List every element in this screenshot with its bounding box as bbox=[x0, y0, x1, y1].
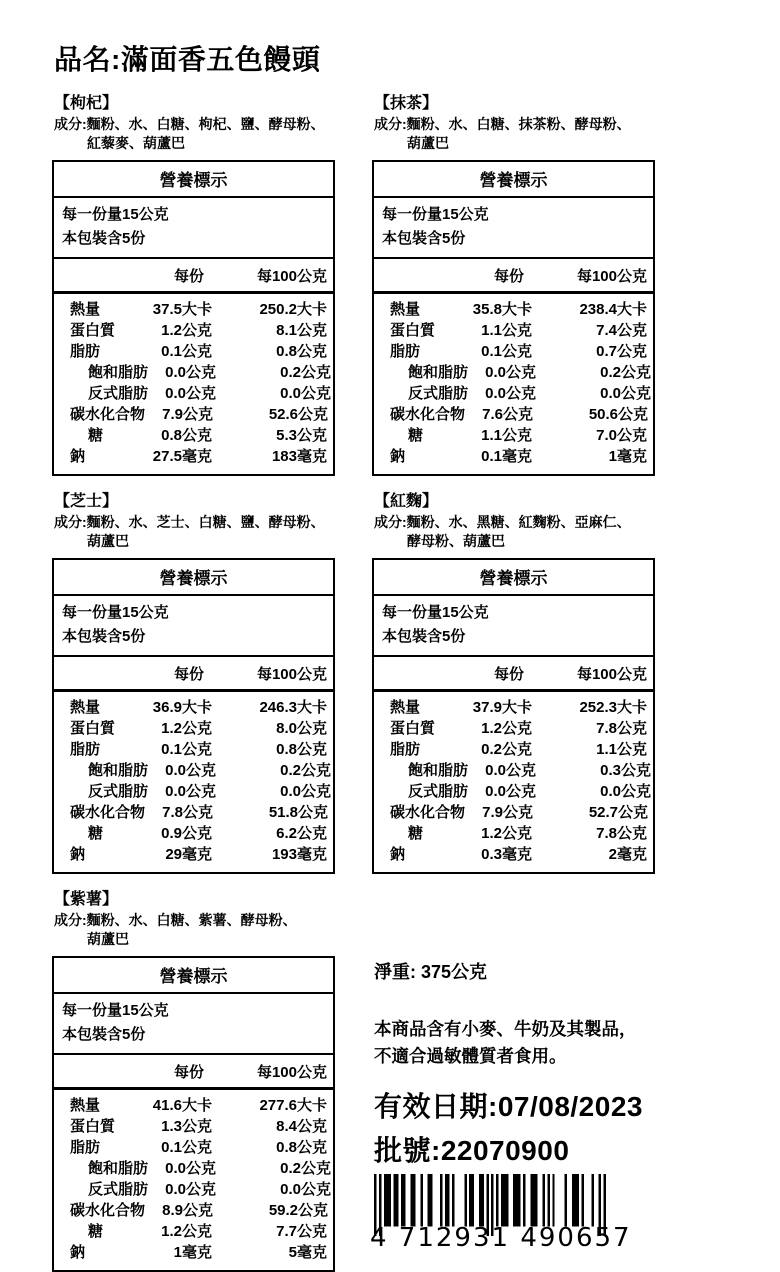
nutrient-row bbox=[54, 1242, 333, 1263]
nutrient-value-per-100g: 1.1公克 bbox=[596, 741, 647, 758]
nutrition-table-title: 營養標示 bbox=[374, 162, 653, 198]
nutrient-row bbox=[54, 320, 333, 341]
nutrition-table-title: 營養標示 bbox=[54, 958, 333, 994]
column-header-row bbox=[54, 657, 333, 692]
nutrient-value-per-serving: 0.0公克 bbox=[165, 364, 217, 381]
nutrient-row bbox=[54, 404, 333, 425]
nutrient-value-per-100g: 5毫克 bbox=[288, 1244, 327, 1261]
nutrient-value-per-serving: 0.1公克 bbox=[161, 741, 212, 758]
nutrient-label: 蛋白質 bbox=[70, 322, 116, 339]
nutrient-row bbox=[374, 823, 653, 844]
serving-size-line: 每一份量15公克 bbox=[382, 206, 489, 223]
nutrient-value-per-serving: 1.2公克 bbox=[161, 322, 212, 339]
nutrient-row bbox=[54, 760, 333, 781]
nutrient-label: 鈉 bbox=[70, 1244, 86, 1261]
nutrient-value-per-serving: 0.1毫克 bbox=[481, 448, 532, 465]
nutrient-row bbox=[54, 1116, 333, 1137]
nutrient-value-per-serving: 37.5大卡 bbox=[152, 301, 212, 318]
nutrient-label: 飽和脂肪 bbox=[88, 762, 149, 779]
nutrient-value-per-100g: 7.8公克 bbox=[596, 825, 647, 842]
nutrient-label: 碳水化合物 bbox=[390, 804, 466, 821]
nutrient-value-per-serving: 0.3毫克 bbox=[481, 846, 532, 863]
nutrient-label: 鈉 bbox=[390, 448, 406, 465]
nutrient-label: 脂肪 bbox=[390, 741, 421, 758]
ingredients-line-1: 成分:麵粉、水、白糖、抹茶粉、酵母粉、 bbox=[374, 116, 631, 132]
flavor-section bbox=[372, 488, 655, 874]
servings-per-pack-line: 本包裝含5份 bbox=[62, 1026, 146, 1043]
nutrient-value-per-100g: 193毫克 bbox=[271, 846, 327, 863]
nutrient-value-per-serving: 0.2公克 bbox=[481, 741, 532, 758]
nutrient-value-per-serving: 0.0公克 bbox=[485, 364, 537, 381]
nutrient-value-per-serving: 1.2公克 bbox=[481, 720, 532, 737]
ingredients-line-2: 酵母粉、葫蘆巴 bbox=[407, 533, 505, 549]
allergen-line-1: 本商品含有小麥、牛奶及其製品， bbox=[374, 1019, 637, 1039]
nutrient-label: 飽和脂肪 bbox=[88, 364, 149, 381]
nutrient-value-per-100g: 0.0公克 bbox=[280, 783, 332, 800]
nutrient-value-per-serving: 7.9公克 bbox=[482, 804, 534, 821]
column-header-per-serving: 每份 bbox=[173, 666, 204, 683]
nutrient-label: 飽和脂肪 bbox=[88, 1160, 149, 1177]
barcode bbox=[370, 1174, 632, 1253]
batch-number: 批號:22070900 bbox=[374, 1135, 570, 1166]
column-header-spacer bbox=[54, 265, 136, 286]
nutrient-value-per-100g: 0.0公克 bbox=[600, 385, 652, 402]
nutrient-rows bbox=[54, 1090, 333, 1270]
ingredients bbox=[54, 911, 335, 949]
nutrient-value-per-serving: 8.9公克 bbox=[162, 1202, 214, 1219]
nutrient-value-per-100g: 5.3公克 bbox=[276, 427, 327, 444]
nutrient-row bbox=[54, 362, 333, 383]
nutrient-row bbox=[54, 1095, 333, 1116]
nutrient-value-per-serving: 35.8大卡 bbox=[472, 301, 532, 318]
nutrient-row bbox=[374, 425, 653, 446]
nutrient-value-per-100g: 0.3公克 bbox=[600, 762, 652, 779]
column-header-row bbox=[374, 657, 653, 692]
nutrient-label: 鈉 bbox=[70, 448, 86, 465]
nutrient-value-per-serving: 0.0公克 bbox=[165, 1181, 217, 1198]
nutrient-value-per-serving: 41.6大卡 bbox=[152, 1097, 212, 1114]
nutrient-value-per-100g: 277.6大卡 bbox=[259, 1097, 327, 1114]
nutrient-value-per-100g: 0.2公克 bbox=[600, 364, 652, 381]
nutrient-value-per-serving: 29毫克 bbox=[165, 846, 212, 863]
allergen-line-2: 不適合過敏體質者食用。 bbox=[374, 1046, 567, 1066]
nutrient-value-per-100g: 250.2大卡 bbox=[259, 301, 327, 318]
serving-info bbox=[374, 596, 653, 657]
nutrient-value-per-serving: 27.5毫克 bbox=[152, 448, 212, 465]
ingredients-line-2: 葫蘆巴 bbox=[87, 533, 129, 549]
column-header-per-serving: 每份 bbox=[173, 1064, 204, 1081]
nutrient-row bbox=[374, 760, 653, 781]
column-header-per-100g: 每100公克 bbox=[256, 666, 327, 683]
net-weight: 淨重: 375公克 bbox=[374, 962, 488, 982]
nutrient-rows bbox=[54, 294, 333, 474]
nutrient-value-per-100g: 8.1公克 bbox=[276, 322, 327, 339]
nutrient-row bbox=[374, 362, 653, 383]
nutrient-value-per-100g: 0.8公克 bbox=[276, 343, 327, 360]
nutrient-value-per-100g: 0.2公克 bbox=[280, 762, 332, 779]
column-header-per-serving: 每份 bbox=[493, 666, 524, 683]
nutrient-row bbox=[374, 320, 653, 341]
nutrition-table-title: 營養標示 bbox=[54, 560, 333, 596]
nutrient-row bbox=[374, 802, 653, 823]
nutrition-table-title: 營養標示 bbox=[54, 162, 333, 198]
flavor-grid bbox=[52, 90, 780, 1272]
ingredients-line-2: 紅藜麥、葫蘆巴 bbox=[87, 135, 185, 151]
nutrient-label: 反式脂肪 bbox=[88, 783, 149, 800]
serving-info bbox=[54, 198, 333, 259]
nutrient-label: 脂肪 bbox=[70, 343, 101, 360]
nutrient-value-per-serving: 0.1公克 bbox=[161, 1139, 212, 1156]
column-header-per-100g: 每100公克 bbox=[576, 268, 647, 285]
nutrient-value-per-100g: 6.2公克 bbox=[276, 825, 327, 842]
nutrient-value-per-serving: 1.2公克 bbox=[481, 825, 532, 842]
nutrient-value-per-serving: 0.0公克 bbox=[165, 385, 217, 402]
nutrient-row bbox=[54, 383, 333, 404]
nutrient-row bbox=[374, 299, 653, 320]
ingredients-line-1: 成分:麵粉、水、芝士、白糖、鹽、酵母粉、 bbox=[54, 514, 325, 530]
page-title: 品名:滿面香五色饅頭 bbox=[54, 44, 321, 75]
nutrient-value-per-100g: 52.7公克 bbox=[588, 804, 649, 821]
nutrient-value-per-100g: 51.8公克 bbox=[268, 804, 329, 821]
nutrient-row bbox=[54, 1158, 333, 1179]
nutrient-value-per-serving: 0.0公克 bbox=[485, 762, 537, 779]
nutrient-label: 脂肪 bbox=[70, 1139, 101, 1156]
flavor-name: 【枸杞】 bbox=[54, 95, 119, 112]
flavor-section bbox=[52, 90, 335, 476]
column-header-spacer bbox=[374, 265, 456, 286]
nutrient-row bbox=[54, 1137, 333, 1158]
column-header-per-100g: 每100公克 bbox=[576, 666, 647, 683]
column-header-row bbox=[374, 259, 653, 294]
flavor-name: 【芝士】 bbox=[54, 493, 119, 510]
nutrient-row bbox=[54, 844, 333, 865]
barcode-digits: 4 712931 490657 bbox=[370, 1223, 632, 1253]
nutrient-row bbox=[374, 404, 653, 425]
nutrient-row bbox=[54, 1200, 333, 1221]
nutrient-label: 鈉 bbox=[390, 846, 406, 863]
nutrient-row bbox=[374, 697, 653, 718]
flavor-section bbox=[52, 886, 335, 1272]
flavor-section bbox=[372, 90, 655, 476]
serving-size-line: 每一份量15公克 bbox=[62, 1002, 169, 1019]
nutrient-label: 反式脂肪 bbox=[408, 385, 469, 402]
nutrient-row bbox=[374, 739, 653, 760]
nutrient-label: 蛋白質 bbox=[70, 720, 116, 737]
nutrient-label: 蛋白質 bbox=[70, 1118, 116, 1135]
nutrient-row bbox=[54, 823, 333, 844]
nutrient-row bbox=[374, 383, 653, 404]
nutrient-row bbox=[374, 718, 653, 739]
nutrient-row bbox=[54, 718, 333, 739]
nutrient-value-per-100g: 0.8公克 bbox=[276, 741, 327, 758]
servings-per-pack-line: 本包裝含5份 bbox=[62, 230, 146, 247]
nutrient-label: 碳水化合物 bbox=[70, 1202, 146, 1219]
nutrient-row bbox=[374, 446, 653, 467]
nutrient-value-per-serving: 1.3公克 bbox=[161, 1118, 212, 1135]
nutrient-value-per-serving: 37.9大卡 bbox=[472, 699, 532, 716]
nutrient-value-per-100g: 59.2公克 bbox=[268, 1202, 329, 1219]
nutrient-rows bbox=[374, 692, 653, 872]
allergen-notice bbox=[374, 1016, 655, 1070]
nutrient-row bbox=[54, 781, 333, 802]
nutrition-table-title: 營養標示 bbox=[374, 560, 653, 596]
nutrient-row bbox=[54, 341, 333, 362]
nutrient-value-per-100g: 7.4公克 bbox=[596, 322, 647, 339]
ingredients-line-2: 葫蘆巴 bbox=[87, 931, 129, 947]
flavor-name: 【紅麴】 bbox=[374, 493, 439, 510]
nutrient-label: 糖 bbox=[408, 427, 424, 444]
nutrient-value-per-100g: 0.0公克 bbox=[280, 385, 332, 402]
nutrient-label: 糖 bbox=[408, 825, 424, 842]
flavor-name: 【紫薯】 bbox=[54, 891, 119, 908]
nutrient-value-per-100g: 0.8公克 bbox=[276, 1139, 327, 1156]
nutrient-row bbox=[54, 739, 333, 760]
nutrient-row bbox=[54, 425, 333, 446]
nutrition-table bbox=[372, 558, 655, 874]
nutrient-value-per-100g: 0.0公克 bbox=[600, 783, 652, 800]
ingredients-line-2: 葫蘆巴 bbox=[407, 135, 449, 151]
ingredients bbox=[54, 513, 335, 551]
column-header-per-serving: 每份 bbox=[493, 268, 524, 285]
ingredients bbox=[54, 115, 335, 153]
nutrient-value-per-100g: 52.6公克 bbox=[268, 406, 329, 423]
nutrient-value-per-100g: 246.3大卡 bbox=[259, 699, 327, 716]
nutrient-value-per-100g: 2毫克 bbox=[608, 846, 647, 863]
nutrient-value-per-100g: 0.2公克 bbox=[280, 1160, 332, 1177]
nutrient-row bbox=[54, 1221, 333, 1242]
column-header-spacer bbox=[374, 663, 456, 684]
nutrient-value-per-serving: 1.1公克 bbox=[481, 322, 532, 339]
column-header-spacer bbox=[54, 1061, 136, 1082]
nutrient-label: 熱量 bbox=[390, 301, 421, 318]
nutrient-label: 蛋白質 bbox=[390, 322, 436, 339]
serving-info bbox=[374, 198, 653, 259]
nutrient-value-per-serving: 0.0公克 bbox=[165, 783, 217, 800]
column-header-per-serving: 每份 bbox=[173, 268, 204, 285]
nutrient-label: 反式脂肪 bbox=[408, 783, 469, 800]
nutrient-value-per-serving: 0.9公克 bbox=[161, 825, 212, 842]
flavor-name: 【抹茶】 bbox=[374, 95, 439, 112]
column-header-spacer bbox=[54, 663, 136, 684]
nutrient-label: 反式脂肪 bbox=[88, 1181, 149, 1198]
nutrient-label: 糖 bbox=[88, 427, 104, 444]
nutrient-value-per-serving: 0.0公克 bbox=[165, 762, 217, 779]
nutrient-label: 熱量 bbox=[70, 699, 101, 716]
column-header-row bbox=[54, 1055, 333, 1090]
nutrient-value-per-100g: 238.4大卡 bbox=[579, 301, 647, 318]
nutrient-label: 糖 bbox=[88, 1223, 104, 1240]
nutrient-label: 碳水化合物 bbox=[70, 804, 146, 821]
nutrient-value-per-serving: 1.2公克 bbox=[161, 1223, 212, 1240]
nutrient-label: 飽和脂肪 bbox=[408, 762, 469, 779]
nutrient-label: 脂肪 bbox=[70, 741, 101, 758]
nutrient-row bbox=[54, 802, 333, 823]
nutrient-label: 熱量 bbox=[390, 699, 421, 716]
column-header-per-100g: 每100公克 bbox=[256, 1064, 327, 1081]
nutrient-label: 糖 bbox=[88, 825, 104, 842]
nutrient-label: 熱量 bbox=[70, 301, 101, 318]
nutrient-value-per-serving: 7.8公克 bbox=[162, 804, 214, 821]
ingredients bbox=[374, 115, 655, 153]
nutrient-label: 脂肪 bbox=[390, 343, 421, 360]
nutrition-table bbox=[372, 160, 655, 476]
nutrient-value-per-100g: 8.0公克 bbox=[276, 720, 327, 737]
nutrient-value-per-serving: 1.1公克 bbox=[481, 427, 532, 444]
nutrient-value-per-100g: 183毫克 bbox=[271, 448, 327, 465]
servings-per-pack-line: 本包裝含5份 bbox=[382, 628, 466, 645]
ingredients bbox=[374, 513, 655, 551]
serving-info bbox=[54, 994, 333, 1055]
nutrient-label: 碳水化合物 bbox=[390, 406, 466, 423]
nutrient-value-per-100g: 7.0公克 bbox=[596, 427, 647, 444]
serving-size-line: 每一份量15公克 bbox=[382, 604, 489, 621]
ingredients-line-1: 成分:麵粉、水、白糖、紫薯、酵母粉、 bbox=[54, 912, 297, 928]
nutrient-value-per-100g: 50.6公克 bbox=[588, 406, 649, 423]
nutrient-row bbox=[54, 697, 333, 718]
nutrient-value-per-serving: 0.0公克 bbox=[165, 1160, 217, 1177]
nutrient-label: 碳水化合物 bbox=[70, 406, 146, 423]
nutrient-value-per-100g: 252.3大卡 bbox=[579, 699, 647, 716]
nutrient-value-per-serving: 36.9大卡 bbox=[152, 699, 212, 716]
nutrient-row bbox=[54, 1179, 333, 1200]
flavor-section bbox=[52, 488, 335, 874]
nutrient-value-per-serving: 1.2公克 bbox=[161, 720, 212, 737]
serving-info bbox=[54, 596, 333, 657]
nutrient-value-per-serving: 1毫克 bbox=[173, 1244, 212, 1261]
nutrient-value-per-serving: 7.6公克 bbox=[482, 406, 534, 423]
column-header-per-100g: 每100公克 bbox=[256, 268, 327, 285]
nutrient-row bbox=[374, 341, 653, 362]
nutrient-value-per-serving: 0.0公克 bbox=[485, 783, 537, 800]
nutrition-table bbox=[52, 558, 335, 874]
serving-size-line: 每一份量15公克 bbox=[62, 604, 169, 621]
nutrient-row bbox=[54, 446, 333, 467]
nutrient-label: 飽和脂肪 bbox=[408, 364, 469, 381]
nutrition-table bbox=[52, 160, 335, 476]
nutrient-value-per-serving: 0.1公克 bbox=[481, 343, 532, 360]
nutrient-row bbox=[54, 299, 333, 320]
nutrient-value-per-100g: 0.7公克 bbox=[596, 343, 647, 360]
ingredients-line-1: 成分:麵粉、水、黑糖、紅麴粉、亞麻仁、 bbox=[374, 514, 631, 530]
nutrient-value-per-100g: 1毫克 bbox=[608, 448, 647, 465]
nutrient-row bbox=[374, 781, 653, 802]
nutrition-table bbox=[52, 956, 335, 1272]
nutrient-value-per-100g: 8.4公克 bbox=[276, 1118, 327, 1135]
nutrient-value-per-serving: 0.8公克 bbox=[161, 427, 212, 444]
nutrient-value-per-serving: 0.1公克 bbox=[161, 343, 212, 360]
nutrient-value-per-serving: 7.9公克 bbox=[162, 406, 214, 423]
column-header-row bbox=[54, 259, 333, 294]
servings-per-pack-line: 本包裝含5份 bbox=[62, 628, 146, 645]
nutrient-value-per-100g: 7.7公克 bbox=[276, 1223, 327, 1240]
nutrient-value-per-100g: 0.2公克 bbox=[280, 364, 332, 381]
nutrient-rows bbox=[54, 692, 333, 872]
nutrient-value-per-100g: 0.0公克 bbox=[280, 1181, 332, 1198]
serving-size-line: 每一份量15公克 bbox=[62, 206, 169, 223]
product-info-panel bbox=[372, 886, 655, 1253]
nutrient-label: 反式脂肪 bbox=[88, 385, 149, 402]
servings-per-pack-line: 本包裝含5份 bbox=[382, 230, 466, 247]
nutrient-row bbox=[374, 844, 653, 865]
nutrient-value-per-serving: 0.0公克 bbox=[485, 385, 537, 402]
nutrient-rows bbox=[374, 294, 653, 474]
ingredients-line-1: 成分:麵粉、水、白糖、枸杞、鹽、酵母粉、 bbox=[54, 116, 325, 132]
nutrient-label: 熱量 bbox=[70, 1097, 101, 1114]
expiry-date: 有效日期:07/08/2023 bbox=[374, 1091, 643, 1122]
nutrient-label: 蛋白質 bbox=[390, 720, 436, 737]
nutrient-label: 鈉 bbox=[70, 846, 86, 863]
nutrient-value-per-100g: 7.8公克 bbox=[596, 720, 647, 737]
